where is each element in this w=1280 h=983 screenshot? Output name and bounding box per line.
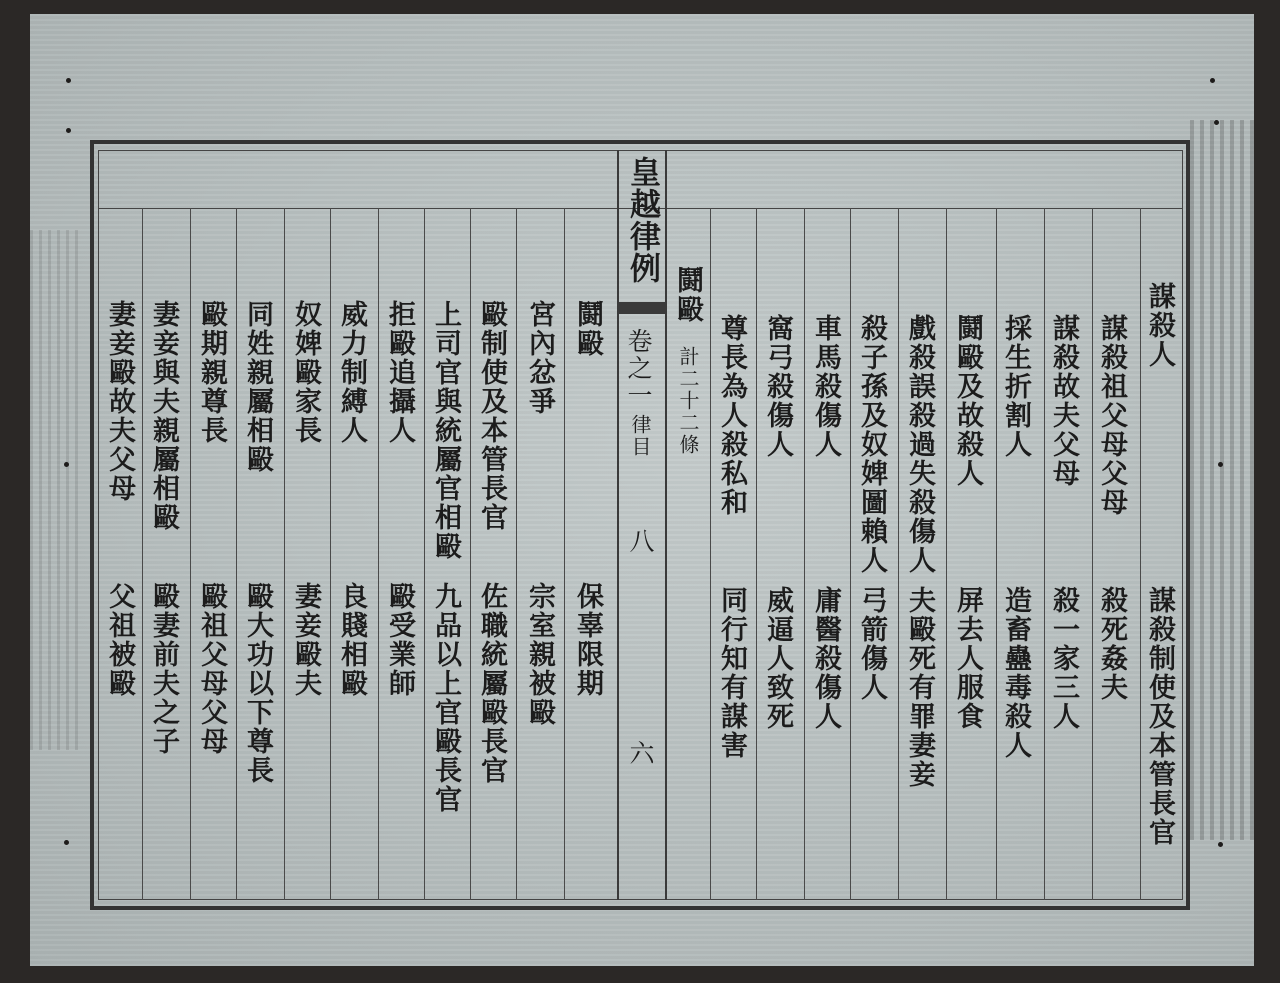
list-item: 窩弓殺傷人 — [762, 314, 793, 459]
list-item: 上司官與統屬官相毆 — [430, 300, 461, 561]
list-item: 毆大功以下尊長 — [242, 582, 273, 785]
list-item: 威力制縛人 — [336, 300, 367, 445]
list-item: 毆祖父母父母 — [196, 582, 227, 756]
list-item: 威逼人致死 — [762, 586, 793, 731]
list-item: 鬪毆 — [572, 300, 603, 358]
list-item: 奴婢毆家長 — [290, 300, 321, 445]
binding-hole — [64, 462, 69, 467]
list-item: 夫毆死有罪妻妾 — [904, 586, 935, 789]
list-item: 毆期親尊長 — [196, 300, 227, 445]
article-count: 計二十二條 — [676, 346, 700, 456]
list-item: 謀殺故夫父母 — [1048, 314, 1079, 488]
list-item: 殺子孫及奴婢圖賴人 — [856, 314, 887, 575]
section-label: 律目 — [628, 414, 652, 458]
column-rule — [1092, 208, 1093, 900]
binding-hole — [1218, 842, 1223, 847]
list-item: 妻妾毆故夫父母 — [104, 300, 135, 503]
list-item: 謀殺制使及本管長官 — [1144, 586, 1175, 847]
column-rule — [898, 208, 899, 900]
column-rule — [850, 208, 851, 900]
list-item: 毆制使及本管長官 — [476, 300, 507, 532]
list-item: 弓箭傷人 — [856, 586, 887, 702]
heading-brawl: 鬪毆 — [672, 266, 703, 324]
list-item: 拒毆追攝人 — [384, 300, 415, 445]
folio-number: 八 — [626, 528, 655, 555]
book-title: 皇越律例 — [624, 156, 660, 284]
list-item: 佐職統屬毆長官 — [476, 582, 507, 785]
column-rule — [470, 208, 471, 900]
column-rule — [564, 208, 565, 900]
binding-hole — [1218, 462, 1223, 467]
list-item: 良賤相毆 — [336, 582, 367, 698]
column-rule — [996, 208, 997, 900]
list-item: 父祖被毆 — [104, 582, 135, 698]
list-item: 謀殺祖父母父母 — [1096, 314, 1127, 517]
list-item: 九品以上官毆長官 — [430, 582, 461, 814]
column-rule — [756, 208, 757, 900]
list-item: 車馬殺傷人 — [810, 314, 841, 459]
column-rule — [1140, 208, 1141, 900]
ink-bleed-right — [1190, 120, 1254, 840]
list-item: 毆妻前夫之子 — [148, 582, 179, 756]
binding-hole — [64, 840, 69, 845]
ink-bleed-left — [30, 230, 80, 750]
column-rule — [424, 208, 425, 900]
list-item: 殺一家三人 — [1048, 586, 1079, 731]
column-rule — [284, 208, 285, 900]
column-rule — [330, 208, 331, 900]
column-rule — [710, 208, 711, 900]
column-rule — [1044, 208, 1045, 900]
binding-hole — [66, 128, 71, 133]
fishtail-mark — [619, 302, 665, 314]
column-rule — [946, 208, 947, 900]
list-item: 庸醫殺傷人 — [810, 586, 841, 731]
list-item: 保辜限期 — [572, 582, 603, 698]
list-item: 鬪毆及故殺人 — [952, 314, 983, 488]
list-item: 毆受業師 — [384, 582, 415, 698]
list-item: 屏去人服食 — [952, 586, 983, 731]
binding-hole — [1210, 78, 1215, 83]
binding-hole — [1214, 120, 1219, 125]
list-item: 戲殺誤殺過失殺傷人 — [904, 314, 935, 575]
page-number: 六 — [626, 740, 655, 767]
binding-hole — [66, 78, 71, 83]
list-item: 採生折割人 — [1000, 314, 1031, 459]
list-item: 宮內忿爭 — [524, 300, 555, 416]
list-item: 妻妾毆夫 — [290, 582, 321, 698]
list-item: 妻妾與夫親屬相毆 — [148, 300, 179, 532]
volume-label: 卷之一 — [624, 328, 653, 409]
column-rule — [142, 208, 143, 900]
column-rule — [378, 208, 379, 900]
column-rule — [190, 208, 191, 900]
heading-murder: 謀殺人 — [1144, 282, 1175, 369]
list-item: 造畜蠱毒殺人 — [1000, 586, 1031, 760]
list-item: 宗室親被毆 — [524, 582, 555, 727]
column-rule — [804, 208, 805, 900]
list-item: 尊長為人殺私和 — [716, 314, 747, 517]
list-item: 同行知有謀害 — [716, 586, 747, 760]
column-rule — [236, 208, 237, 900]
column-rule — [516, 208, 517, 900]
list-item: 殺死姦夫 — [1096, 586, 1127, 702]
list-item: 同姓親屬相毆 — [242, 300, 273, 474]
